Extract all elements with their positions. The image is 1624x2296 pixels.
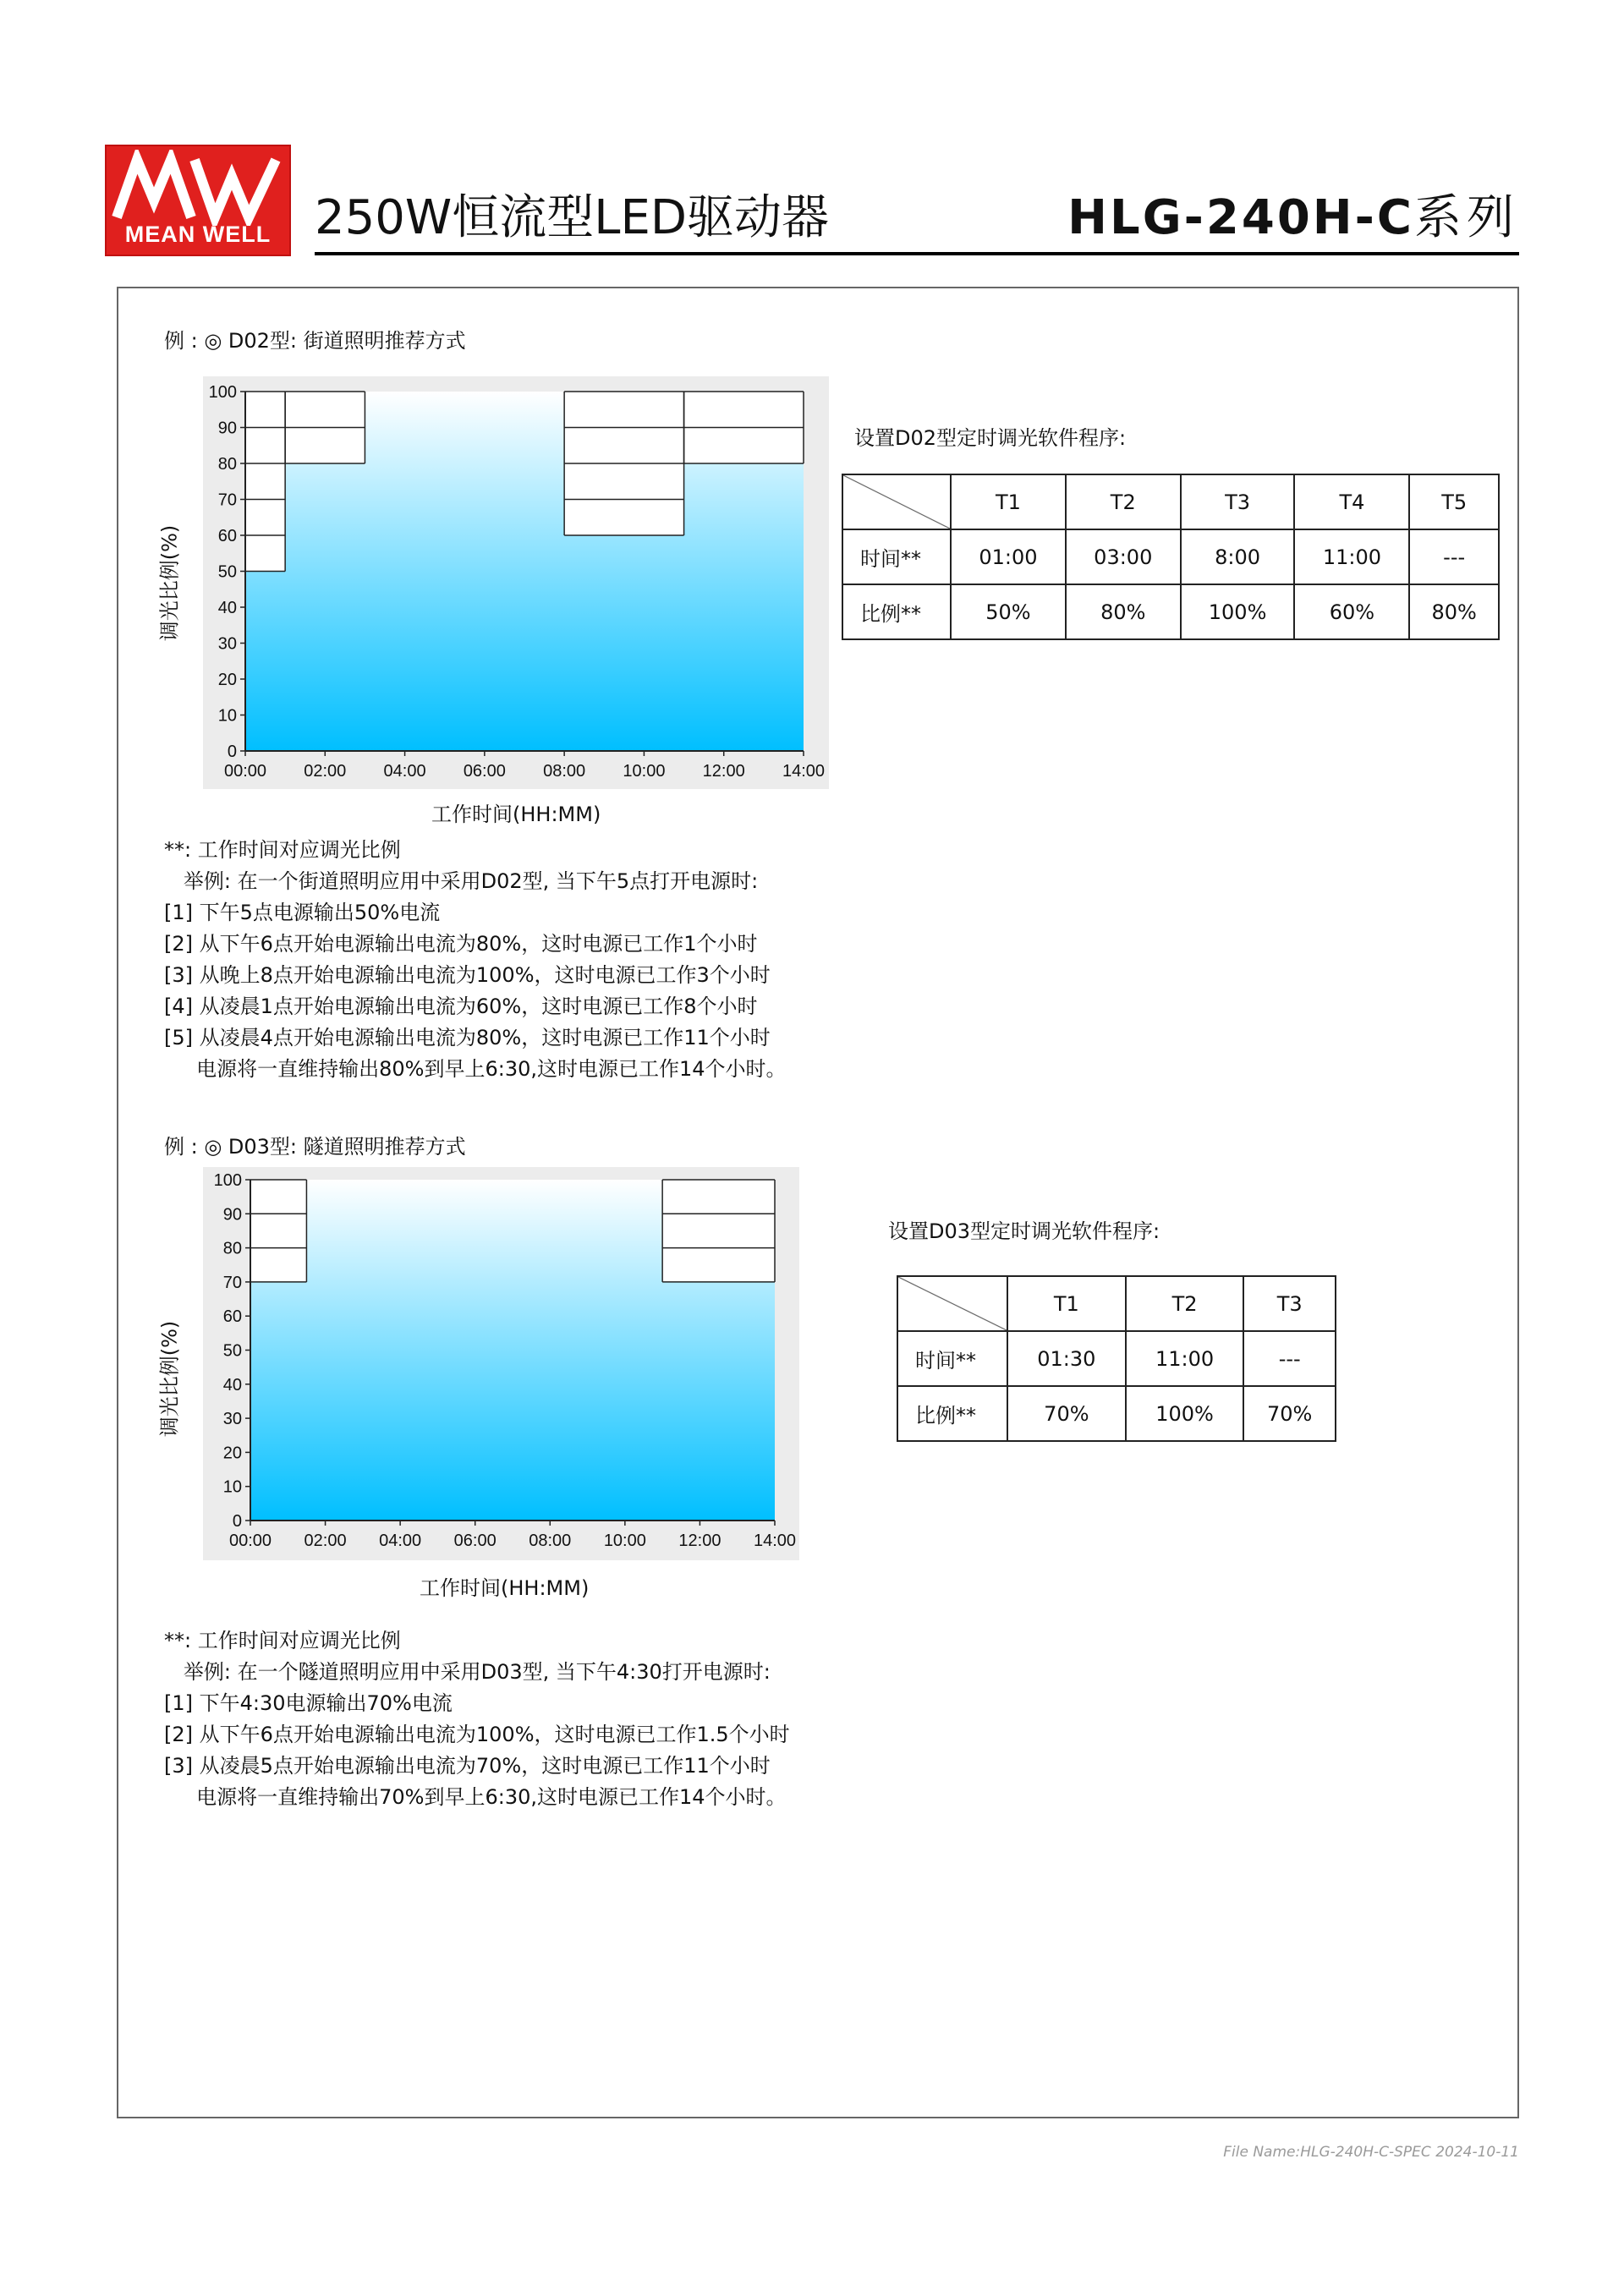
x-tick-label: 14:00: [753, 1532, 797, 1550]
row-label: 时间**: [897, 1331, 1007, 1386]
x-tick-label: 06:00: [463, 762, 506, 781]
table-header-row: [897, 1276, 1336, 1331]
x-tick-label: 04:00: [379, 1532, 422, 1550]
d03-section-title: 例 : ◎ D03型: 隧道照明推荐方式: [164, 1135, 466, 1159]
d03-schedule-title: 设置D03型定时调光软件程序:: [888, 1219, 1160, 1243]
table-cell: 01:00: [951, 529, 1066, 584]
table-header-cell: T2: [1126, 1276, 1244, 1331]
table-cell: 100%: [1126, 1386, 1244, 1441]
note-line: 电源将一直维持输出80%到早上6:30,这时电源已工作14个小时。: [164, 1057, 787, 1081]
y-tick-label: 70: [222, 1273, 242, 1292]
table-row: [842, 529, 1499, 584]
x-tick-label: 04:00: [383, 762, 426, 781]
footer-file-name: File Name:HLG-240H-C-SPEC 2024-10-11: [1223, 2144, 1519, 2161]
y-tick-label: 50: [217, 562, 237, 582]
y-tick-label: 10: [222, 1477, 242, 1497]
d02-section-title: 例 : ◎ D02型: 街道照明推荐方式: [164, 329, 466, 353]
table-header-cell: T5: [1409, 474, 1499, 529]
table-row: [897, 1331, 1336, 1386]
page-title: 250W恒流型LED驱动器: [315, 190, 829, 245]
table-cell: 70%: [1243, 1386, 1336, 1441]
table-header-cell: T1: [1007, 1276, 1126, 1331]
d03-dimming-chart: [203, 1167, 799, 1560]
table-row: [897, 1386, 1336, 1441]
table-cell: 100%: [1181, 584, 1295, 639]
header-rule: [315, 252, 1519, 255]
d03-y-axis-label: 调光比例(%): [157, 1320, 182, 1438]
y-tick-label: 70: [217, 490, 237, 510]
d03-notes: [164, 1625, 790, 1813]
table-corner-cell: [897, 1276, 1007, 1331]
y-tick-label: 100: [213, 1171, 242, 1190]
table-cell: 11:00: [1294, 529, 1409, 584]
mw-logo-icon: [107, 150, 289, 226]
x-tick-label: 02:00: [304, 1532, 347, 1550]
logo-wordmark: MEAN WELL: [124, 222, 272, 247]
mean-well-logo: [105, 145, 291, 256]
y-tick-label: 60: [222, 1307, 242, 1327]
table-cell: 03:00: [1066, 529, 1181, 584]
x-tick-label: 08:00: [529, 1532, 572, 1550]
table-corner-cell: [842, 474, 951, 529]
y-tick-label: 100: [208, 383, 237, 402]
table-header-cell: T3: [1181, 474, 1295, 529]
x-tick-label: 08:00: [543, 762, 586, 781]
d02-x-axis-label: 工作时间(HH:MM): [431, 803, 601, 826]
table-cell: 8:00: [1181, 529, 1295, 584]
d03-schedule-table: [897, 1275, 1336, 1442]
model-suffix: 系列: [1414, 190, 1519, 245]
y-tick-label: 0: [227, 743, 237, 761]
model-number: HLG-240H-C: [1067, 190, 1414, 245]
x-tick-label: 10:00: [603, 1532, 646, 1550]
y-tick-label: 10: [217, 706, 237, 726]
y-tick-label: 20: [217, 671, 237, 689]
y-tick-label: 90: [217, 419, 237, 438]
y-tick-label: 80: [222, 1239, 242, 1258]
table-cell: 50%: [951, 584, 1066, 639]
table-header-cell: T3: [1243, 1276, 1336, 1331]
x-tick-label: 00:00: [223, 762, 267, 781]
table-cell: ---: [1409, 529, 1499, 584]
row-label: 时间**: [842, 529, 951, 584]
x-tick-label: 14:00: [782, 762, 826, 781]
table-cell: ---: [1243, 1331, 1336, 1386]
y-tick-label: 30: [217, 634, 237, 654]
d02-notes: [164, 835, 787, 1085]
x-tick-label: 12:00: [702, 762, 745, 781]
d02-schedule-title: 设置D02型定时调光软件程序:: [854, 426, 1127, 450]
note-line: [1] 下午5点电源输出50%电流: [164, 901, 441, 924]
note-line: **: 工作时间对应调光比例: [164, 838, 401, 862]
table-cell: 70%: [1007, 1386, 1126, 1441]
note-line: [3] 从晚上8点开始电源输出电流为100%，这时电源已工作3个小时: [164, 963, 771, 987]
x-tick-label: 06:00: [453, 1532, 497, 1550]
table-header-cell: T4: [1294, 474, 1409, 529]
note-line: 电源将一直维持输出70%到早上6:30,这时电源已工作14个小时。: [164, 1785, 787, 1809]
y-tick-label: 40: [222, 1375, 242, 1395]
table-header-cell: T2: [1066, 474, 1181, 529]
model-title: [1067, 191, 1519, 245]
y-tick-label: 90: [222, 1205, 242, 1225]
d03-chart: [203, 1167, 799, 1560]
note-line: 举例: 在一个街道照明应用中采用D02型, 当下午5点打开电源时:: [164, 869, 759, 893]
x-tick-label: 12:00: [678, 1532, 721, 1550]
table-cell: 01:30: [1007, 1331, 1126, 1386]
table-cell: 80%: [1066, 584, 1181, 639]
table-header-row: [842, 474, 1499, 529]
note-line: [5] 从凌晨4点开始电源输出电流为80%，这时电源已工作11个小时: [164, 1026, 771, 1049]
note-line: **: 工作时间对应调光比例: [164, 1629, 401, 1652]
d02-chart: [203, 376, 829, 789]
y-tick-label: 80: [217, 455, 237, 474]
note-line: [2] 从下午6点开始电源输出电流为100%，这时电源已工作1.5个小时: [164, 1723, 790, 1746]
d03-x-axis-label: 工作时间(HH:MM): [420, 1576, 590, 1600]
d02-dimming-chart: [203, 376, 829, 789]
note-line: [1] 下午4:30电源输出70%电流: [164, 1691, 453, 1715]
d02-y-axis-label: 调光比例(%): [157, 524, 182, 642]
row-label: 比例**: [897, 1386, 1007, 1441]
table-header-cell: T1: [951, 474, 1066, 529]
note-line: [4] 从凌晨1点开始电源输出电流为60%，这时电源已工作8个小时: [164, 995, 758, 1018]
x-tick-label: 00:00: [228, 1532, 272, 1550]
y-tick-label: 40: [217, 599, 237, 617]
y-tick-label: 50: [222, 1341, 242, 1361]
table-cell: 80%: [1409, 584, 1499, 639]
x-tick-label: 10:00: [623, 762, 666, 781]
table-row: [842, 584, 1499, 639]
d02-schedule-table: [842, 474, 1500, 640]
y-tick-label: 60: [217, 527, 237, 545]
note-line: [2] 从下午6点开始电源输出电流为80%，这时电源已工作1个小时: [164, 932, 758, 956]
x-tick-label: 02:00: [304, 762, 347, 781]
y-tick-label: 0: [232, 1512, 242, 1531]
y-tick-label: 20: [222, 1444, 242, 1463]
note-line: 举例: 在一个隧道照明应用中采用D03型, 当下午4:30打开电源时:: [164, 1660, 771, 1684]
note-line: [3] 从凌晨5点开始电源输出电流为70%，这时电源已工作11个小时: [164, 1754, 771, 1778]
row-label: 比例**: [842, 584, 951, 639]
table-cell: 11:00: [1126, 1331, 1244, 1386]
table-cell: 60%: [1294, 584, 1409, 639]
y-tick-label: 30: [222, 1410, 242, 1429]
